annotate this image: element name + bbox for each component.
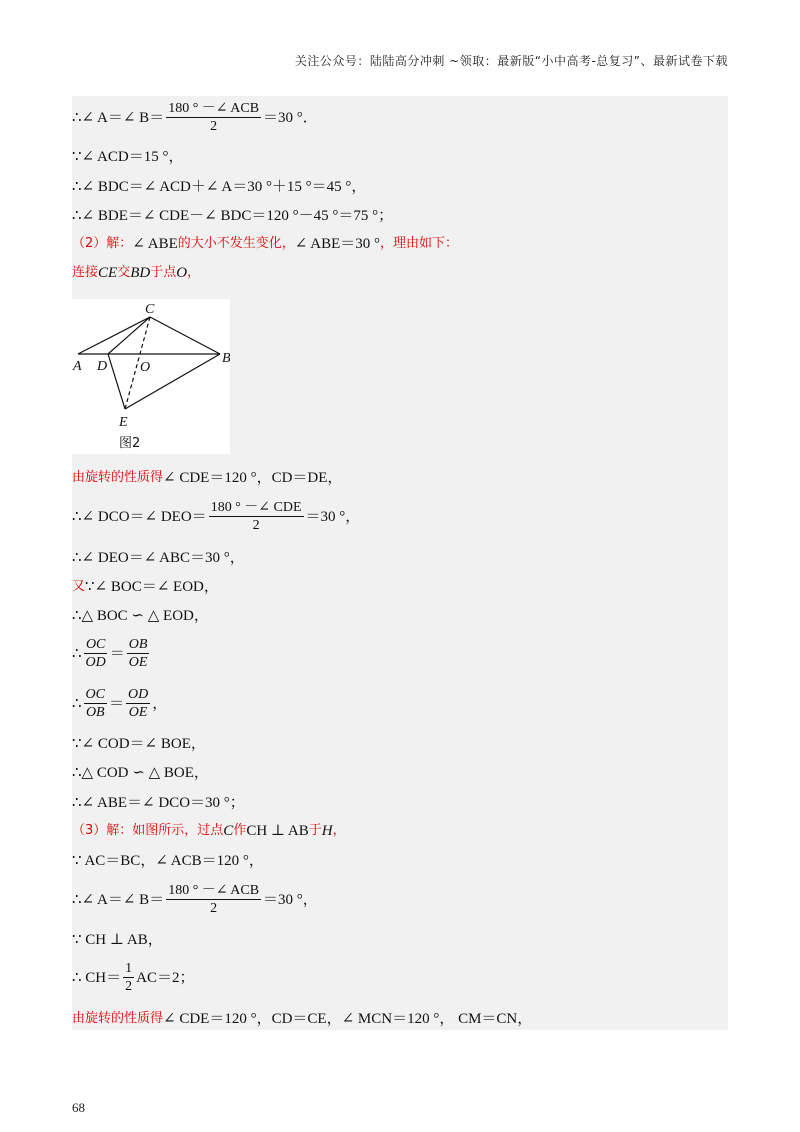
line-1-pre: ∴∠ A＝∠ B＝ (72, 109, 165, 126)
therefore: ∴ (72, 695, 82, 712)
line-12 (72, 636, 151, 671)
label-o: O (140, 360, 151, 375)
math-text: H (321, 823, 333, 839)
red-text: ， (187, 265, 201, 280)
red-text: （2）解： (72, 236, 133, 251)
line-20: ∵ CH ⊥ AB， (72, 932, 163, 948)
figure-diagram (72, 299, 230, 454)
line-22 (72, 1009, 532, 1029)
label-a: A (73, 359, 82, 374)
line-1-post: ＝30 °． (263, 109, 318, 126)
red-text: 连接 (72, 265, 99, 280)
label-d: D (97, 359, 108, 374)
red-text: 交 (117, 265, 131, 280)
line-8-post: ＝30 °， (305, 508, 361, 525)
fraction (209, 499, 304, 534)
red-text: 又 (72, 579, 86, 594)
red-text: （3）解：如图所示，过点 (72, 823, 224, 838)
red-text: 的大小不发生变化， (177, 236, 295, 251)
line-15: ∴△ COD ∽ △ BOE， (72, 765, 209, 781)
figure-caption: 图2 (119, 436, 141, 451)
line-3: ∴∠ BDC＝∠ ACD＋∠ A＝30 °＋15 °＝45 °， (72, 179, 367, 195)
line-19-pre: ∴∠ A＝∠ B＝ (72, 891, 165, 908)
denominator: 2 (210, 119, 218, 134)
denominator: 2 (125, 979, 133, 994)
fraction (84, 636, 108, 671)
line-6 (72, 263, 200, 283)
numerator: OB (128, 637, 148, 652)
denominator: 2 (210, 901, 218, 916)
fraction (84, 686, 107, 721)
math-text: ∠ CDE＝120 °，CD＝CE，∠ MCN＝120 °， CM＝CN， (163, 1011, 533, 1027)
math-text: CH ⊥ AB (246, 823, 309, 839)
line-21 (72, 960, 194, 995)
line-2: ∵∠ ACD＝15 °， (72, 149, 184, 165)
comma: ， (152, 695, 168, 712)
numerator: OC (85, 637, 106, 652)
red-text: 作 (233, 823, 247, 838)
therefore: ∴ (72, 645, 82, 662)
line-14: ∵∠ COD＝∠ BOE， (72, 736, 206, 752)
fraction (166, 100, 261, 135)
line-5 (72, 234, 458, 254)
numerator: 180 ° －∠ ACB (168, 883, 260, 898)
page-number: 68 (72, 1100, 85, 1115)
math-text: C (223, 823, 234, 839)
denominator: OE (128, 655, 148, 670)
line-7 (72, 468, 342, 488)
line-8 (72, 499, 360, 534)
denominator: 2 (252, 518, 260, 533)
solution-box (72, 96, 728, 1030)
line-17 (72, 821, 346, 841)
fraction (126, 686, 150, 721)
line-21-post: AC＝2； (136, 969, 195, 986)
line-11: ∴△ BOC ∽ △ EOD， (72, 608, 209, 624)
line-4: ∴∠ BDE＝∠ CDE－∠ BDC＝120 °－45 °＝75 °； (72, 208, 394, 224)
math-text: ∠ CDE＝120 °，CD＝DE， (163, 470, 343, 486)
equals: ＝ (109, 645, 125, 662)
denominator: OB (85, 705, 105, 720)
line-10 (72, 577, 219, 597)
line-21-pre: ∴ CH＝ (72, 969, 122, 986)
line-19 (72, 882, 318, 917)
page-header: 关注公众号：陆陆高分冲刺 ~领取：最新版“小中高考-总复习”、最新试卷下载 (294, 54, 728, 68)
math-text: BD (130, 265, 151, 281)
fraction (166, 882, 261, 917)
red-text: 由旋转的性质得 (72, 470, 164, 485)
geometry-figure (72, 299, 230, 454)
line-9: ∴∠ DEO＝∠ ABC＝30 °， (72, 550, 245, 566)
denominator: OD (85, 655, 106, 670)
denominator: OE (128, 705, 148, 720)
line-8-pre: ∴∠ DCO＝∠ DEO＝ (72, 508, 207, 525)
math-text: O (176, 265, 188, 281)
numerator: 180 ° －∠ CDE (210, 500, 302, 515)
red-text: 由旋转的性质得 (72, 1011, 164, 1026)
line-18: ∵ AC＝BC，∠ ACB＝120 °， (72, 853, 264, 869)
label-e: E (119, 415, 128, 430)
line-1 (72, 100, 318, 135)
line-19-post: ＝30 °， (263, 891, 318, 908)
label-c: C (145, 302, 155, 317)
math-text: ∵∠ BOC＝∠ EOD， (85, 579, 219, 595)
line-13 (72, 686, 167, 721)
red-text: ， (332, 823, 346, 838)
red-text: ，理由如下： (380, 236, 459, 251)
numerator: 1 (125, 961, 133, 976)
math-text: CE (98, 265, 118, 281)
math-text: ∠ ABE (132, 236, 178, 252)
red-text: 于点 (150, 265, 177, 280)
fraction (127, 636, 150, 671)
equals: ＝ (109, 695, 125, 712)
red-text: 于 (308, 823, 322, 838)
line-16: ∴∠ ABE＝∠ DCO＝30 °； (72, 795, 245, 811)
fraction (123, 960, 134, 995)
numerator: 180 ° －∠ ACB (168, 101, 260, 116)
numerator: OD (128, 687, 149, 702)
math-text: ∠ ABE＝30 ° (294, 236, 381, 252)
label-b: B (222, 351, 230, 366)
numerator: OC (85, 687, 105, 702)
